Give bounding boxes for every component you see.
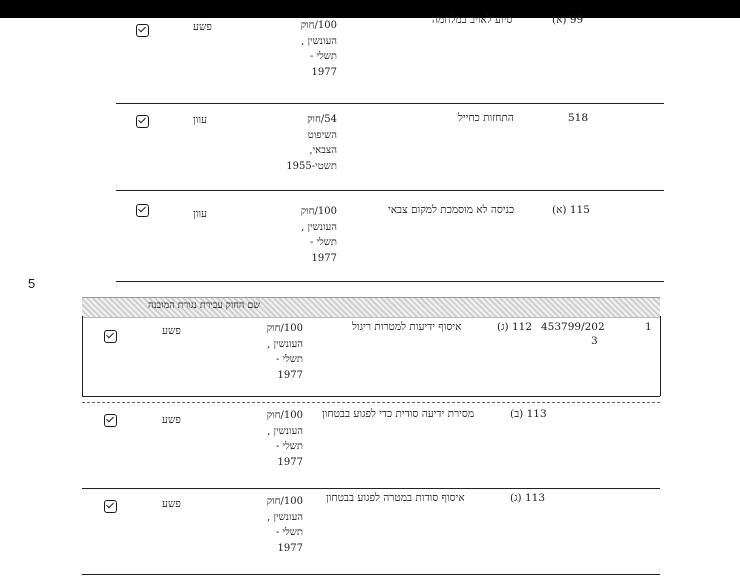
law-reference	[243, 494, 303, 556]
row-index: 1	[645, 321, 652, 333]
section-number: 113 (ג)	[510, 492, 546, 504]
section-number: 518	[568, 112, 589, 124]
top-black-bar	[0, 0, 740, 18]
law-reference	[243, 408, 303, 470]
law-reference	[277, 112, 337, 174]
section-number: 113 (ב)	[510, 408, 547, 420]
law-year: 1977	[311, 252, 337, 264]
law-name: 100/חוק	[266, 496, 303, 507]
case-number: 453799/202	[541, 321, 605, 333]
law-year-hebrew: תשלי -	[275, 527, 303, 538]
checkbox-checked[interactable]	[136, 115, 149, 128]
severity-label: פשע	[162, 498, 181, 510]
law-year: 1977	[277, 456, 303, 468]
row-divider	[82, 574, 660, 575]
law-name: העונשין ,	[267, 338, 303, 350]
checkbox-checked[interactable]	[104, 500, 117, 513]
law-year: 1977	[277, 369, 303, 381]
row-divider-dotted	[82, 402, 660, 403]
checkbox-checked[interactable]	[104, 330, 117, 343]
law-name: 100/חוק	[300, 206, 337, 217]
severity-label: עוון	[193, 114, 207, 126]
offense-description: התחזות כחייל	[458, 112, 514, 124]
box-right-border	[660, 316, 661, 396]
case-number-continued: 3	[591, 335, 598, 347]
severity-label: פשע	[193, 21, 212, 33]
law-year-hebrew: תשלי -	[275, 354, 303, 365]
law-name: השיפוט	[307, 129, 337, 141]
offense-description: איסוף ידיעות למטרות ריגול	[352, 321, 462, 333]
law-name: הצבאי,	[309, 145, 337, 156]
checkbox-checked[interactable]	[136, 24, 149, 37]
severity-label: פשע	[162, 325, 181, 337]
section-number: 112 (ג)	[497, 321, 533, 333]
law-year-hebrew: תשלי -	[309, 51, 337, 62]
row-divider	[116, 190, 664, 191]
checkbox-checked[interactable]	[104, 414, 117, 427]
table-header-text: שם החוק עבירת נגורת המובנה	[148, 300, 261, 311]
law-name: העונשין ,	[267, 511, 303, 523]
severity-label: עוון	[193, 208, 207, 220]
offense-description: איסוף סודות במטרה לפגוע בבטחון	[326, 492, 465, 504]
law-reference	[277, 204, 337, 266]
section-number: 115 (א)	[552, 204, 590, 216]
checkbox-checked[interactable]	[136, 204, 149, 217]
law-name: העונשין ,	[301, 221, 337, 233]
offense-description: מסירת ידיעה סודית כדי לפגוע בבטחון	[322, 408, 475, 420]
law-year-hebrew: תשלי -	[309, 237, 337, 248]
row-divider	[116, 281, 664, 282]
law-name: 54/חוק	[307, 114, 337, 125]
row-divider	[82, 396, 660, 397]
row-divider	[82, 488, 660, 489]
page-number: 5	[28, 276, 36, 291]
law-year: 1977	[277, 542, 303, 554]
law-reference	[243, 321, 303, 383]
law-year: 1977	[311, 66, 337, 78]
box-left-border	[82, 316, 83, 396]
law-year-hebrew: תשלי -	[275, 441, 303, 452]
severity-label: פשע	[162, 414, 181, 426]
law-reference	[277, 18, 337, 80]
law-name: 100/חוק	[266, 323, 303, 334]
law-name: 100/חוק	[300, 20, 337, 31]
section-number: 99 (א)	[552, 14, 584, 26]
law-name: העונשין ,	[267, 425, 303, 437]
row-divider	[116, 103, 664, 104]
law-name: העונשין ,	[301, 35, 337, 47]
law-name: 100/חוק	[266, 410, 303, 421]
offense-description: סיוע לאויב במלחמה	[432, 14, 513, 26]
offense-description: כניסה לא מוסמכת למקום צבאי	[388, 204, 515, 216]
law-year: תשטי-1955	[286, 160, 337, 172]
